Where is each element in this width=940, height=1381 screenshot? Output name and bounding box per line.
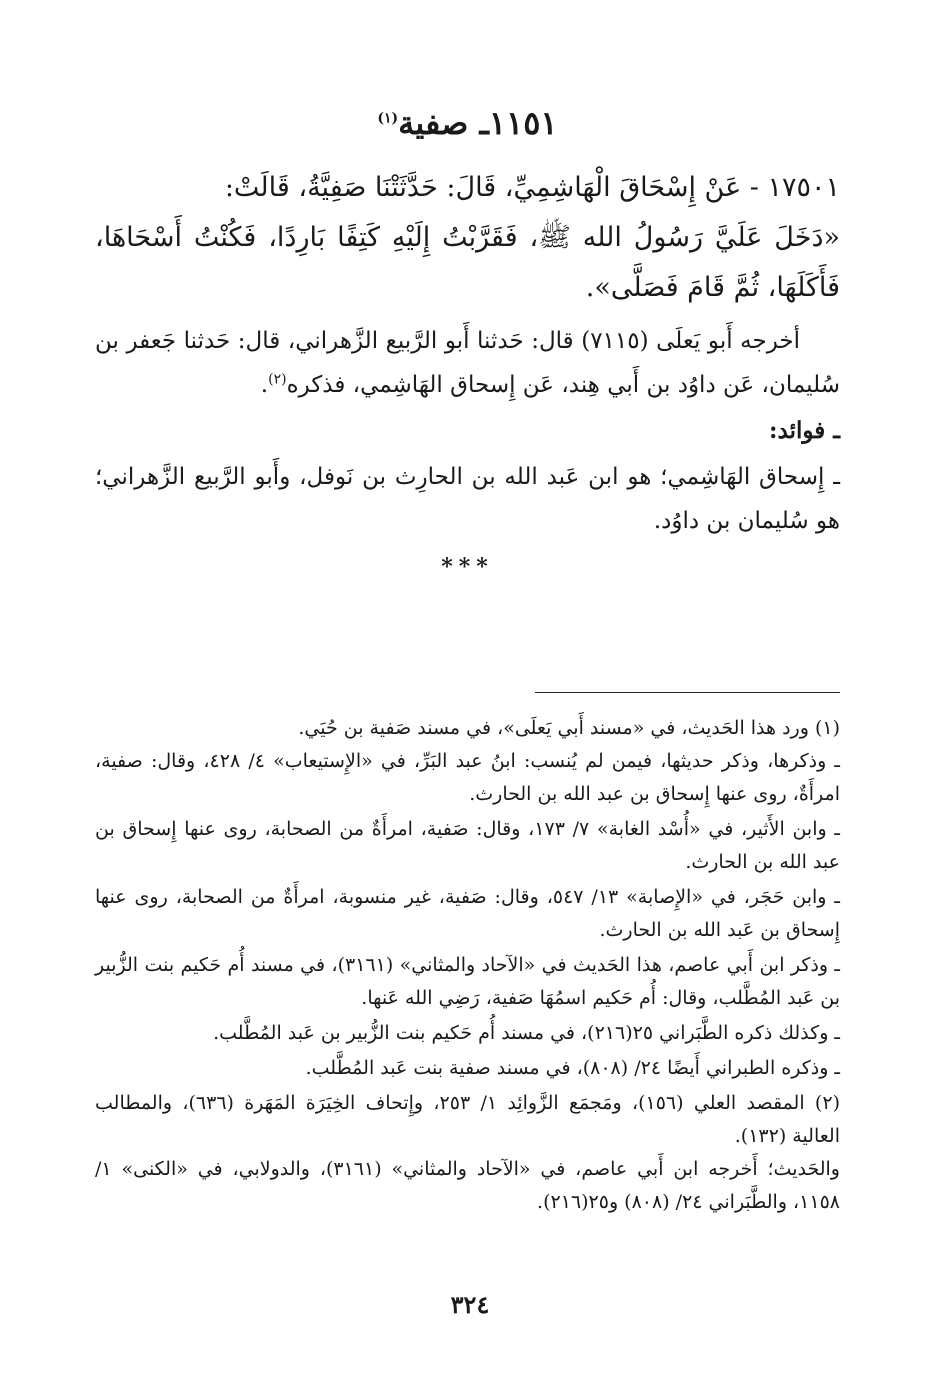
page-number: ٣٢٤ <box>450 1290 490 1319</box>
hadith-heading: ١٧٥٠١ - عَنْ إِسْحَاقَ الْهَاشِمِيِّ، قَالَ: حَدَّثَتْنَا صَفِيَّةُ، قَالَتْ: <box>224 172 840 203</box>
chapter-title <box>95 95 840 151</box>
footnote-1-item: ـ وذكرها، وذكر حديثها، فيمن لم يُنسب: ابنُ عبد البَرِّ، في «الإِستيعاب» ٤/ ٤٢٨، وقال: صفية، امرأَةٌ، روى عنها إِسحاق بن عبد الله بن الحارث. <box>95 750 840 805</box>
main-text <box>95 95 840 587</box>
footnote-2-item: والحَديث؛ أَخرجه ابن أَبي عاصم، في «الآحاد والمثاني» (٣١٦١)، والدولابي، في «الكنى» ١/ ١١٥٨، والطَّبَراني ٢٤/ (٨٠٨) و٢٥(٢١٦). <box>95 1158 840 1213</box>
fawaid-text: ـ إِسحاق الهَاشِمي؛ هو ابن عَبد الله بن الحارِث بن نَوفل، وأَبو الرَّبيع الزَّهراني؛ هو سُليمان بن داوُد. <box>95 464 840 534</box>
footnote-ref-2: (٢) <box>268 371 287 388</box>
hadith-text: «دَخَلَ عَلَيَّ رَسُولُ الله ﷺ، فَقَرَّبْتُ إِلَيْهِ كَتِفًا بَارِدًا، فَكُنْتُ أَسْحَاهَا، فَأَكَلَهَا، ثُمَّ قَامَ فَصَلَّى». <box>95 222 840 303</box>
footnote-1-item: ـ وذكر ابن أَبي عاصم، هذا الحَديث في «الآحاد والمثاني» (٣١٦١)، في مسند أُم حَكيم بنت الزُّبير بن عَبد المُطَّلب، وقال: أُم حَكيم اسمُهَا صَفية، رَضِي الله عَنها. <box>95 954 840 1009</box>
footnote-1-item: ـ وذكره الطبراني أَيضًا ٢٤/ (٨٠٨)، في مسند صفية بنت عَبد المُطَّلب. <box>305 1057 840 1079</box>
takhrij-text: أخرجه أَبو يَعلَى (٧١١٥) قال: حَدثنا أَبو الرَّبيع الزَّهراني، قال: حَدثنا جَعفر بن سُليمان، عَن داوُد بن أَبي هِند، عَن إِسحاق الهَاشِمي، فذكره <box>95 328 840 398</box>
footnote-ref-1: (١) <box>377 110 399 127</box>
footnote-1: (١) ورد هذا الحَديث، في «مسند أَبي يَعلَى»، في مسند صَفية بن حُيَي. <box>298 717 840 739</box>
footnote-1-item: ـ وابن الأَثير، في «أُسْد الغابة» ٧/ ١٧٣، وقال: صَفية، امرأَةٌ من الصحابة، روى عنها إِسحاق بن عبد الله بن الحارث. <box>95 818 840 873</box>
fawaid-label: ـ فوائد: <box>769 417 840 444</box>
footnote-divider <box>535 692 840 693</box>
chapter-title-text: ١١٥١ـ صفية <box>398 104 558 142</box>
section-separator: *** <box>441 554 494 580</box>
takhrij-paragraph <box>95 319 840 407</box>
footnote-2: (٢) المقصد العلي (١٥٦)، ومَجمَع الزَّوائِد ١/ ٢٥٣، وإِتحاف الخِيَرَة المَهَرة (٦٣٦)، والمطالب العالية (١٣٢). <box>95 1092 840 1147</box>
footnote-1-item: ـ وابن حَجَر، في «الإِصابة» ١٣/ ٥٤٧، وقال: صَفية، غير منسوبة، امرأَةٌ من الصحابة، روى عنها إِسحاق بن عَبد الله بن الحارث. <box>95 886 840 941</box>
footnotes <box>95 712 840 1221</box>
footnote-1-item: ـ وكذلك ذكره الطَّبَراني ٢٥(٢١٦)، في مسند أُم حَكيم بنت الزُّبير بن عَبد المُطَّلب. <box>213 1022 840 1044</box>
takhrij-end: . <box>260 372 269 398</box>
